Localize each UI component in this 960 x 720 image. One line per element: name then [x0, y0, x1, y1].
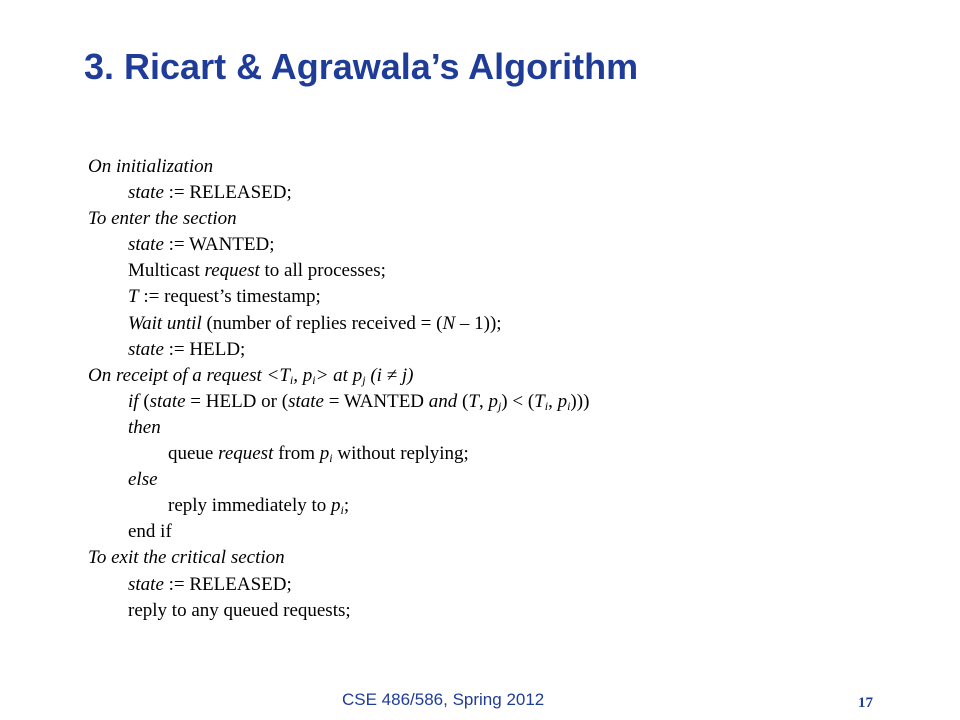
code-line	[88, 284, 908, 310]
code-text: (	[138, 390, 150, 412]
subscript: i	[329, 451, 333, 466]
code-text: request	[218, 443, 274, 465]
code-text: request	[204, 260, 260, 282]
code-text: ) < (	[501, 390, 535, 412]
code-line	[88, 519, 908, 545]
code-line	[88, 389, 908, 415]
code-text: and	[428, 390, 458, 412]
slide-footer: CSE 486/586, Spring 2012	[342, 690, 545, 709]
code-text: := RELEASED;	[163, 573, 292, 595]
code-text: from	[273, 443, 320, 465]
page-number: 17	[858, 695, 873, 711]
code-text: Multicast	[128, 260, 205, 282]
code-text: state	[128, 182, 164, 204]
code-text: p	[488, 390, 498, 412]
code-line	[88, 441, 908, 467]
code-line	[88, 545, 908, 571]
code-text: to all processes;	[259, 260, 386, 282]
code-text: state	[149, 390, 186, 412]
code-text: p	[331, 495, 341, 517]
code-text: := RELEASED;	[163, 182, 292, 204]
code-text: state	[128, 234, 164, 256]
code-line	[88, 572, 908, 598]
code-text: reply immediately to	[168, 495, 332, 517]
subscript: i	[544, 398, 549, 413]
code-text: := WANTED;	[163, 234, 275, 256]
subscript: j	[362, 372, 366, 387]
code-line	[88, 337, 908, 363]
code-line	[88, 467, 908, 493]
code-text: (number of replies received = (	[201, 312, 443, 334]
code-line	[88, 154, 908, 180]
code-text: ;	[343, 495, 350, 517]
code-text: p	[557, 390, 568, 412]
code-text: N	[442, 312, 456, 334]
code-text: state	[128, 573, 164, 595]
code-text: ,	[478, 390, 489, 412]
subscript: i	[567, 398, 571, 413]
slide-title: 3. Ricart & Agrawala’s Algorithm	[84, 46, 639, 87]
code-text: without replying;	[332, 443, 469, 465]
code-text: p	[319, 443, 330, 465]
code-text: To enter the section	[88, 208, 237, 230]
code-line	[88, 311, 908, 337]
code-text: To exit the critical section	[88, 547, 285, 569]
code-text: > at p	[315, 364, 363, 386]
code-text: – 1));	[455, 312, 502, 334]
code-text: state	[128, 338, 164, 360]
code-text: T	[128, 286, 139, 308]
code-line	[88, 206, 908, 232]
code-text: then	[128, 416, 161, 438]
code-text: := request’s timestamp;	[138, 286, 321, 308]
code-text: , p	[293, 364, 313, 386]
code-text: Wait until	[128, 312, 202, 334]
code-line	[88, 493, 908, 519]
code-text: end if	[128, 521, 172, 543]
code-text: = HELD or (	[185, 390, 289, 412]
subscript: i	[340, 503, 344, 518]
code-text: (i ≠ j)	[365, 364, 414, 386]
code-text: queue	[168, 443, 219, 465]
code-text: := HELD;	[163, 338, 246, 360]
subscript: i	[312, 372, 316, 387]
code-text: reply to any queued requests;	[128, 599, 351, 621]
subscript: j	[497, 398, 502, 413]
code-line	[88, 598, 908, 624]
code-text: else	[128, 469, 158, 491]
code-text: = WANTED	[323, 390, 429, 412]
code-text: On receipt of a request <T	[88, 364, 290, 386]
code-line	[88, 232, 908, 258]
code-text: if	[128, 390, 139, 412]
code-text: )))	[570, 390, 590, 412]
code-text: ,	[548, 390, 558, 412]
code-text: On initialization	[88, 156, 214, 177]
code-text: T	[534, 390, 545, 412]
code-line	[88, 415, 908, 441]
code-line	[88, 180, 908, 206]
algorithm-pseudocode	[88, 154, 908, 624]
code-line	[88, 258, 908, 284]
code-text: (	[457, 390, 469, 412]
subscript: i	[289, 372, 294, 387]
code-text: state	[288, 390, 324, 412]
code-line	[88, 363, 908, 389]
code-text: T	[468, 390, 479, 412]
